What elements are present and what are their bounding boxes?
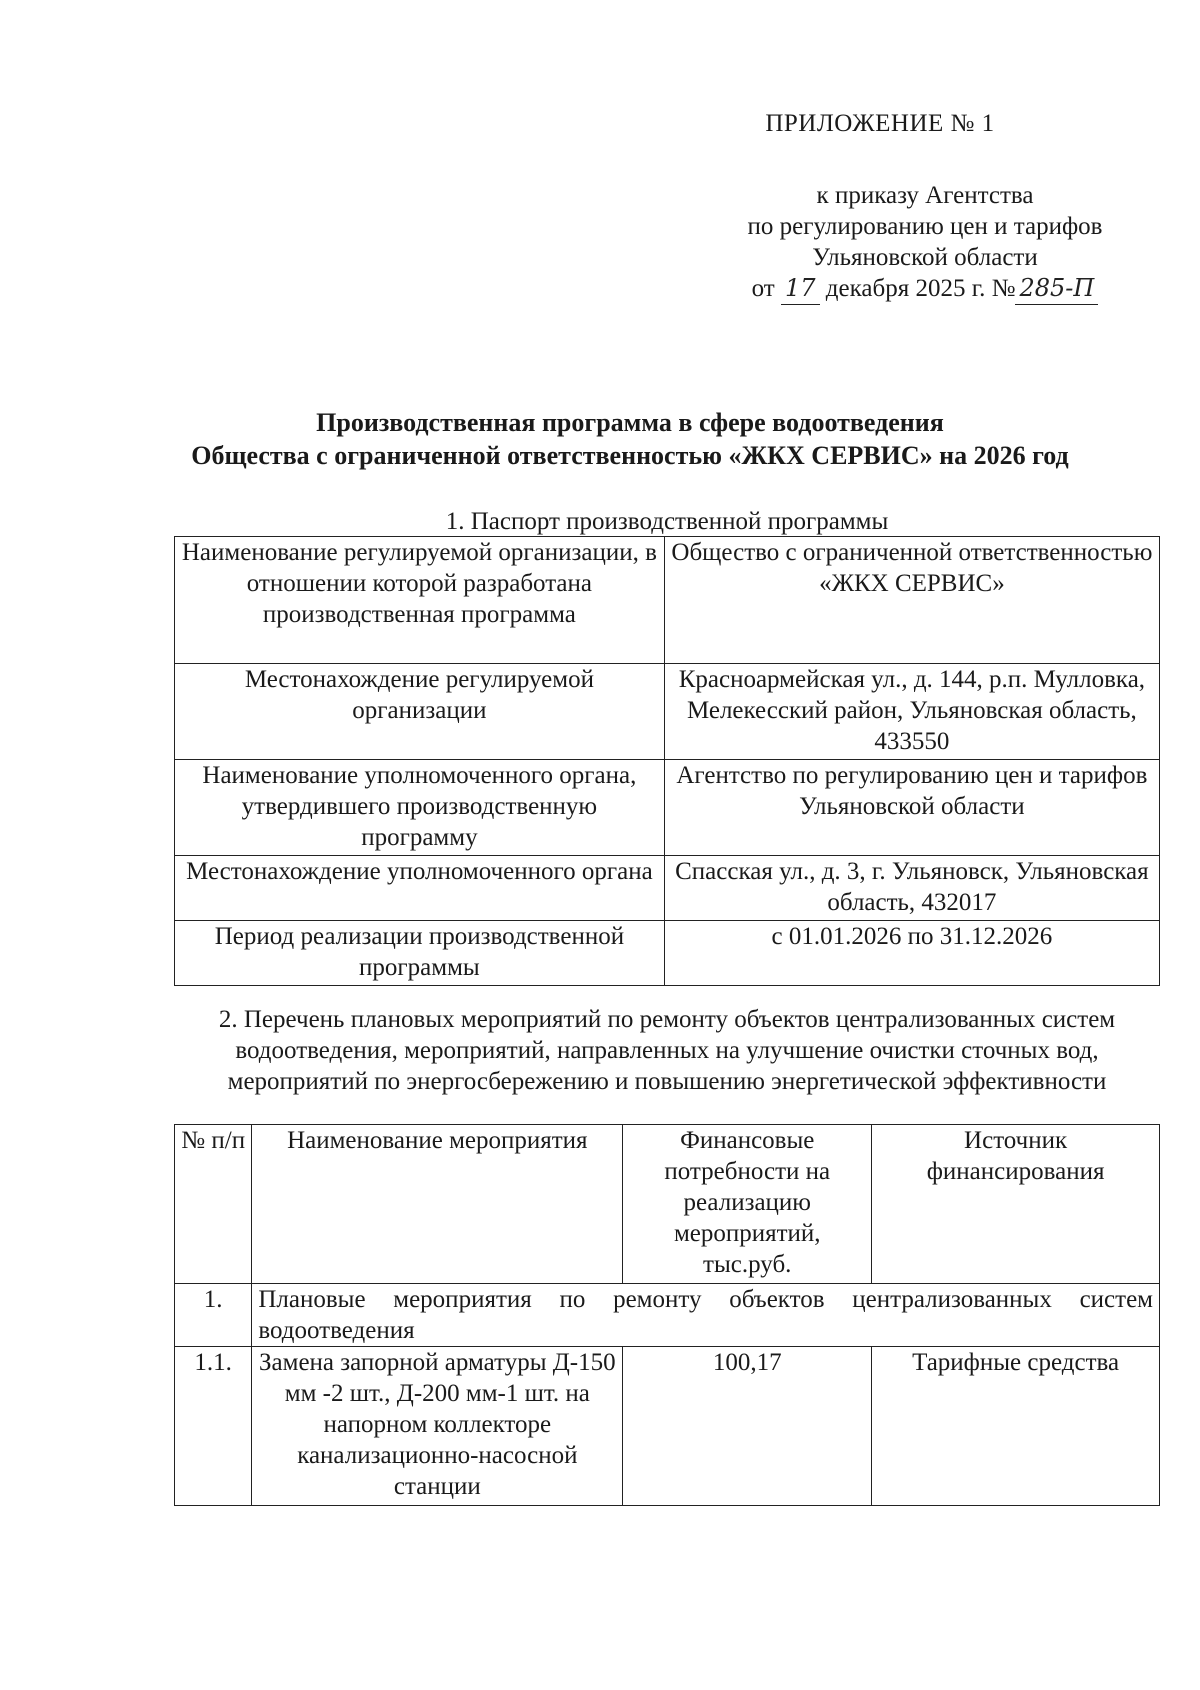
passport-label: Наименование регулируемой организации, в отношении которой разработана производственная программа [175,537,665,664]
item-num: 1.1. [175,1347,252,1506]
passport-label: Местонахождение регулируемой организации [175,664,665,760]
group-num: 1. [175,1284,252,1347]
table-header-row [175,1125,1160,1284]
table-row [175,1347,1160,1506]
date-rest: декабря 2025 г. № [825,275,1016,302]
item-source: Тарифные средства [872,1347,1160,1506]
header-num: № п/п [175,1125,252,1284]
order-line-3: Ульяновской области [812,244,1038,271]
events-table [174,1124,1160,1506]
passport-label: Период реализации производственной программы [175,921,665,986]
order-line-2: по регулированию цен и тарифов [747,213,1103,240]
group-title: Плановые мероприятия по ремонту объектов централизованных систем водоотведения [252,1284,1160,1347]
header-source: Источник финансирования [872,1125,1160,1284]
header-name: Наименование мероприятия [252,1125,623,1284]
section-2-heading: 2. Перечень плановых мероприятий по ремонту объектов централизованных систем водоотведения, мероприятий, направленных на улучшение очистки сточных вод, мероприятий по энергосбережению и повышению энергетической эффективности [218,1006,1116,1095]
handwritten-order-number: 285-П [1015,273,1098,305]
passport-row [175,537,1160,664]
passport-table [174,536,1160,986]
passport-value: Красноармейская ул., д. 144, р.п. Мулловка, Мелекесский район, Ульяновская область, 433550 [664,664,1159,760]
group-row [175,1284,1160,1347]
order-date-line [690,273,1160,305]
item-name: Замена запорной арматуры Д-150 мм -2 шт., Д-200 мм-1 шт. на напорном коллекторе канализационно-насосной станции [252,1347,623,1506]
appendix-title: ПРИЛОЖЕНИЕ № 1 [765,110,995,137]
section-1-heading: 1. Паспорт производственной программы [445,508,889,535]
passport-value: Общество с ограниченной ответственностью «ЖКХ СЕРВИС» [664,537,1159,664]
order-reference [690,180,1160,305]
handwritten-day: 17 [781,273,820,305]
passport-value: Агентство по регулированию цен и тарифов Ульяновской области [664,760,1159,856]
passport-row [175,664,1160,760]
passport-label: Местонахождение уполномоченного органа [175,856,665,921]
item-finance: 100,17 [623,1347,872,1506]
document-title [100,406,1160,472]
passport-row [175,856,1160,921]
title-line-2: Общества с ограниченной ответственностью «ЖКХ СЕРВИС» на 2026 год [191,441,1069,470]
title-line-1: Производственная программа в сфере водоотведения [316,408,944,437]
header-finance: Финансовые потребности на реализацию мероприятий, тыс.руб. [623,1125,872,1284]
passport-value: Спасская ул., д. 3, г. Ульяновск, Ульяновская область, 432017 [664,856,1159,921]
passport-row [175,921,1160,986]
passport-label: Наименование уполномоченного органа, утвердившего производственную программу [175,760,665,856]
passport-row [175,760,1160,856]
date-prefix: от [751,275,775,302]
order-line-1: к приказу Агентства [816,182,1034,209]
passport-value: с 01.01.2026 по 31.12.2026 [664,921,1159,986]
